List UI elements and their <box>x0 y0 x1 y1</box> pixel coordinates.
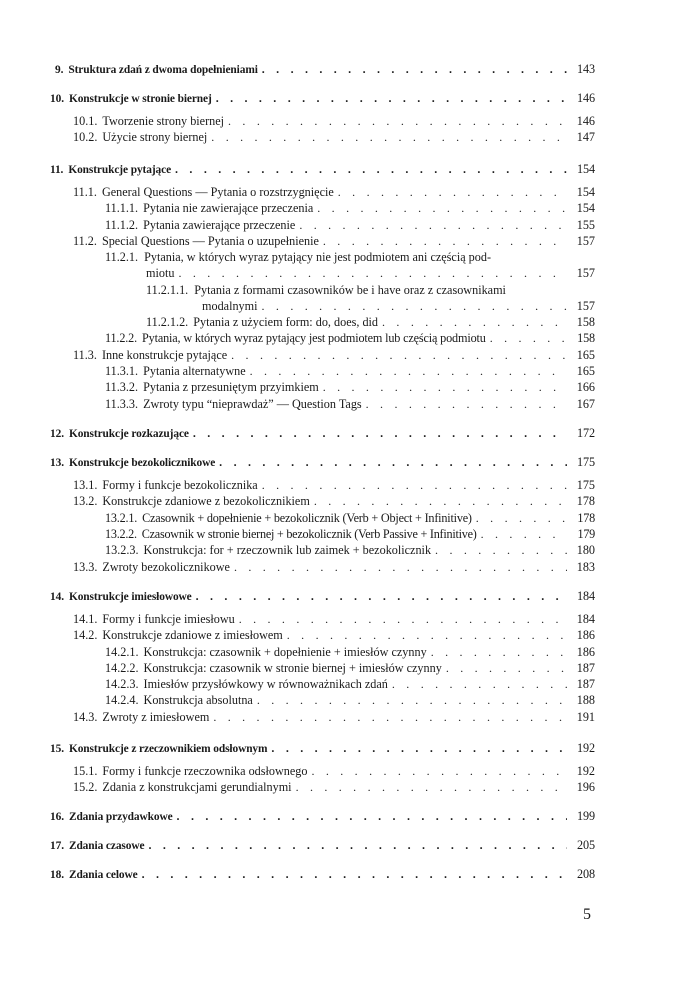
toc-number: 14.1. <box>73 612 98 626</box>
toc-title: Pytania, w których wyraz pytający jest podmiotem lub częścią podmiotu <box>142 331 486 345</box>
toc-title: Zdania przydawkowe <box>68 811 173 823</box>
toc-page: 178 <box>576 494 595 508</box>
toc-number: 11.2.2. <box>105 331 138 345</box>
leader-dots <box>477 527 567 542</box>
toc-title: Konstrukcje w stronie biernej <box>68 93 212 105</box>
toc-page: 183 <box>576 560 595 574</box>
toc-entry-11-1 <box>73 185 595 200</box>
leader-dots <box>388 677 567 692</box>
toc-entry-11-3-3 <box>105 397 595 412</box>
toc-number: 13. <box>50 457 64 469</box>
toc-page: 147 <box>576 130 595 144</box>
toc-entry-11-2-1-line1 <box>105 250 491 265</box>
leader-dots <box>224 114 567 129</box>
toc-number: 13.2.3. <box>105 543 139 557</box>
toc-page: 172 <box>577 426 595 440</box>
toc-title: Tworzenie strony biernej <box>102 114 225 128</box>
toc-page: 157 <box>576 266 595 280</box>
toc-title: Konstrukcje imiesłowowe <box>68 591 192 603</box>
toc-entry-14-2 <box>73 628 595 643</box>
toc-page: 166 <box>576 380 595 394</box>
toc-number: 15.2. <box>73 780 98 794</box>
leader-dots <box>486 331 567 346</box>
toc-number: 11.3. <box>73 348 97 362</box>
toc-number: 10.1. <box>73 114 98 128</box>
toc-title: Zwroty bezokolicznikowe <box>102 560 230 574</box>
toc-page: 191 <box>576 710 595 724</box>
toc-number: 11. <box>50 164 64 176</box>
toc-entry-9 <box>55 62 595 78</box>
toc-number: 14.2.4. <box>105 693 139 707</box>
toc-number: 14.2.2. <box>105 661 139 675</box>
toc-number: 11.1.1. <box>105 201 139 215</box>
toc-title: Formy i funkcje imiesłowu <box>102 612 235 626</box>
toc-number: 14.2.3. <box>105 677 139 691</box>
leader-dots <box>209 710 567 725</box>
toc-title: Konstrukcja absolutna <box>143 693 253 707</box>
toc-page: 205 <box>577 838 595 852</box>
toc-entry-13 <box>50 455 595 471</box>
toc-title: Konstrukcje zdaniowe z bezokolicznikiem <box>102 494 310 508</box>
toc-title: Użycie strony biernej <box>102 130 208 144</box>
toc-entry-11-2-1-2 <box>146 315 595 330</box>
toc-entry-13-2-2 <box>105 527 595 542</box>
toc-title-continuation: modalnymi <box>202 299 258 313</box>
toc-number: 14.2.1. <box>105 645 139 659</box>
toc-entry-10-1 <box>73 114 595 129</box>
toc-page: 154 <box>576 201 595 215</box>
toc-title: Pytania alternatywne <box>143 364 246 378</box>
toc-entry-13-3 <box>73 560 595 575</box>
toc-title: Formy i funkcje rzeczownika odsłownego <box>102 764 308 778</box>
toc-page: 154 <box>577 162 595 176</box>
toc-number: 14.2. <box>73 628 98 642</box>
toc-entry-11-2-1-1-line2 <box>202 299 595 314</box>
toc-entry-13-2-3 <box>105 543 595 558</box>
toc-page: 157 <box>576 299 595 313</box>
toc-number: 9. <box>55 64 64 76</box>
leader-dots <box>207 130 567 145</box>
leader-dots <box>362 397 567 412</box>
toc-entry-15 <box>50 741 595 757</box>
leader-dots <box>258 478 567 493</box>
toc-number: 11.2.1. <box>105 250 139 264</box>
leader-dots <box>246 364 567 379</box>
toc-entry-13-2 <box>73 494 595 509</box>
toc-number: 14.3. <box>73 710 98 724</box>
leader-dots <box>442 661 567 676</box>
toc-entry-11-3 <box>73 348 595 363</box>
leader-dots <box>319 234 567 249</box>
toc-entry-15-1 <box>73 764 595 779</box>
toc-page: 158 <box>576 315 595 329</box>
toc-title: Pytania, w których wyraz pytający nie jest podmiotem ani częścią pod- <box>144 250 492 264</box>
toc-entry-11-1-2 <box>105 218 595 233</box>
toc-page: 186 <box>576 645 595 659</box>
leader-dots <box>307 764 567 779</box>
leader-dots <box>230 560 567 575</box>
toc-page: 154 <box>576 185 595 199</box>
toc-entry-11 <box>50 162 595 178</box>
toc-entry-11-1-1 <box>105 201 595 216</box>
toc-page: 188 <box>576 693 595 707</box>
toc-title: Zdania z konstrukcjami gerundialnymi <box>102 780 292 794</box>
toc-entry-11-3-2 <box>105 380 595 395</box>
toc-title: Konstrukcje zdaniowe z imiesłowem <box>102 628 283 642</box>
leader-dots <box>212 91 567 106</box>
toc-number: 12. <box>50 428 64 440</box>
toc-entry-16 <box>50 809 595 825</box>
leader-dots <box>253 693 567 708</box>
toc-title: Zwroty z imiesłowem <box>102 710 210 724</box>
leader-dots <box>310 494 567 509</box>
leader-dots <box>171 162 567 177</box>
toc-title-continuation: miotu <box>146 266 175 280</box>
leader-dots <box>235 612 567 627</box>
toc-title: Konstrukcje bezokolicznikowe <box>68 457 216 469</box>
toc-entry-10-2 <box>73 130 595 145</box>
toc-number: 13.2.1. <box>105 511 138 525</box>
toc-title: Konstrukcja: czasownik w stronie biernej + imiesłów czynny <box>143 661 442 675</box>
leader-dots <box>319 380 567 395</box>
toc-title: Konstrukcje pytające <box>68 164 172 176</box>
toc-entry-13-1 <box>73 478 595 493</box>
leader-dots <box>227 348 567 363</box>
leader-dots <box>431 543 567 558</box>
toc-page: 186 <box>576 628 595 642</box>
toc-number: 14. <box>50 591 64 603</box>
toc-number: 10.2. <box>73 130 98 144</box>
toc-page: 146 <box>577 91 595 105</box>
toc-entry-15-2 <box>73 780 595 795</box>
toc-page: 187 <box>576 677 595 691</box>
toc-entry-14 <box>50 589 595 605</box>
toc-title: Formy i funkcje bezokolicznika <box>102 478 258 492</box>
toc-title: Inne konstrukcje pytające <box>101 348 228 362</box>
toc-number: 11.2.1.2. <box>146 315 189 329</box>
toc-page: 178 <box>577 511 595 525</box>
toc-page: 155 <box>576 218 595 232</box>
toc-title: Pytania z przesuniętym przyimkiem <box>143 380 319 394</box>
leader-dots <box>283 628 567 643</box>
toc-page: 165 <box>576 348 595 362</box>
page-number: 5 <box>583 906 591 923</box>
toc-entry-10 <box>50 91 595 107</box>
toc-title: Konstrukcja: for + rzeczownik lub zaimek + bezokolicznik <box>143 543 432 557</box>
toc-page: 192 <box>576 764 595 778</box>
toc-page: 143 <box>577 62 595 76</box>
leader-dots <box>258 62 567 77</box>
toc-entry-14-1 <box>73 612 595 627</box>
leader-dots <box>189 426 567 441</box>
toc-number: 11.2.1.1. <box>146 283 189 297</box>
toc-title: Zdania czasowe <box>68 840 145 852</box>
toc-number: 11.1.2. <box>105 218 139 232</box>
leader-dots <box>144 838 567 853</box>
toc-entry-11-2-1-line2 <box>146 266 595 281</box>
toc-title: Pytania z formami czasowników be i have oraz z czasownikami <box>194 283 506 297</box>
toc-number: 15.1. <box>73 764 98 778</box>
toc-title: Pytania nie zawierające przeczenia <box>143 201 314 215</box>
toc-title: Pytania zawierające przeczenie <box>143 218 296 232</box>
toc-number: 13.2. <box>73 494 98 508</box>
toc-number: 13.3. <box>73 560 98 574</box>
toc-number: 10. <box>50 93 64 105</box>
leader-dots <box>173 809 567 824</box>
toc-page: 187 <box>576 661 595 675</box>
toc-title: Konstrukcje rozkazujące <box>68 428 189 440</box>
toc-entry-11-3-1 <box>105 364 595 379</box>
toc-page: 179 <box>577 527 595 541</box>
toc-entry-17 <box>50 838 595 854</box>
leader-dots <box>174 266 567 281</box>
leader-dots <box>427 645 567 660</box>
toc-entry-14-3 <box>73 710 595 725</box>
toc-title: General Questions — Pytania o rozstrzygnięcie <box>101 185 334 199</box>
toc-page: 192 <box>577 741 595 755</box>
toc-number: 11.2. <box>73 234 97 248</box>
toc-page: 196 <box>576 780 595 794</box>
toc-page: 184 <box>576 612 595 626</box>
toc-title: Czasownik + dopełnienie + bezokolicznik (Verb + Object + Infinitive) <box>142 511 472 525</box>
toc-page: 175 <box>576 478 595 492</box>
leader-dots <box>215 455 567 470</box>
leader-dots <box>334 185 567 200</box>
leader-dots <box>313 201 567 216</box>
toc-page: 180 <box>576 543 595 557</box>
toc-page: 184 <box>577 589 595 603</box>
toc-entry-18 <box>50 867 595 883</box>
toc-number: 15. <box>50 743 64 755</box>
toc-page: 146 <box>576 114 595 128</box>
toc-entry-11-2 <box>73 234 595 249</box>
toc-page: 175 <box>577 455 595 469</box>
toc-title: Zwroty typu “nieprawdaż” — Question Tags <box>143 397 362 411</box>
toc-entry-14-2-2 <box>105 661 595 676</box>
toc-number: 11.3.1. <box>105 364 139 378</box>
leader-dots <box>192 589 567 604</box>
toc-number: 13.2.2. <box>105 527 137 541</box>
toc-number: 11.3.2. <box>105 380 139 394</box>
toc-number: 13.1. <box>73 478 98 492</box>
toc-page: 157 <box>576 234 595 248</box>
leader-dots <box>258 299 567 314</box>
toc-title: Konstrukcje z rzeczownikiem odsłownym <box>68 743 268 755</box>
toc-entry-11-2-1-1-line1 <box>146 283 506 298</box>
toc-number: 18. <box>50 869 64 881</box>
toc-entry-12 <box>50 426 595 442</box>
toc-title: Konstrukcja: czasownik + dopełnienie + imiesłów czynny <box>143 645 427 659</box>
toc-number: 17. <box>50 840 64 852</box>
toc-number: 16. <box>50 811 64 823</box>
toc-title: Struktura zdań z dwoma dopełnieniami <box>68 64 258 76</box>
toc-title: Zdania celowe <box>68 869 138 881</box>
toc-page: 199 <box>577 809 595 823</box>
toc-number: 11.1. <box>73 185 97 199</box>
leader-dots <box>138 867 567 882</box>
leader-dots <box>378 315 567 330</box>
toc-title: Pytania z użyciem form: do, does, did <box>193 315 379 329</box>
toc-title: Special Questions — Pytania o uzupełnienie <box>101 234 319 248</box>
toc-entry-14-2-4 <box>105 693 595 708</box>
toc-entry-13-2-1 <box>105 511 595 526</box>
leader-dots <box>267 741 567 756</box>
toc-title: Czasownik w stronie biernej + bezokolicznik (Verb Passive + Infinitive) <box>141 527 477 541</box>
toc-entry-11-2-2 <box>105 331 595 346</box>
leader-dots <box>292 780 567 795</box>
toc-page: 158 <box>577 331 595 345</box>
toc-page: 167 <box>576 397 595 411</box>
toc-page: 208 <box>577 867 595 881</box>
leader-dots <box>472 511 567 526</box>
leader-dots <box>295 218 567 233</box>
toc-entry-14-2-1 <box>105 645 595 660</box>
toc-page: 165 <box>576 364 595 378</box>
toc-number: 11.3.3. <box>105 397 139 411</box>
toc-entry-14-2-3 <box>105 677 595 692</box>
toc-title: Imiesłów przysłówkowy w równoważnikach zdań <box>143 677 388 691</box>
